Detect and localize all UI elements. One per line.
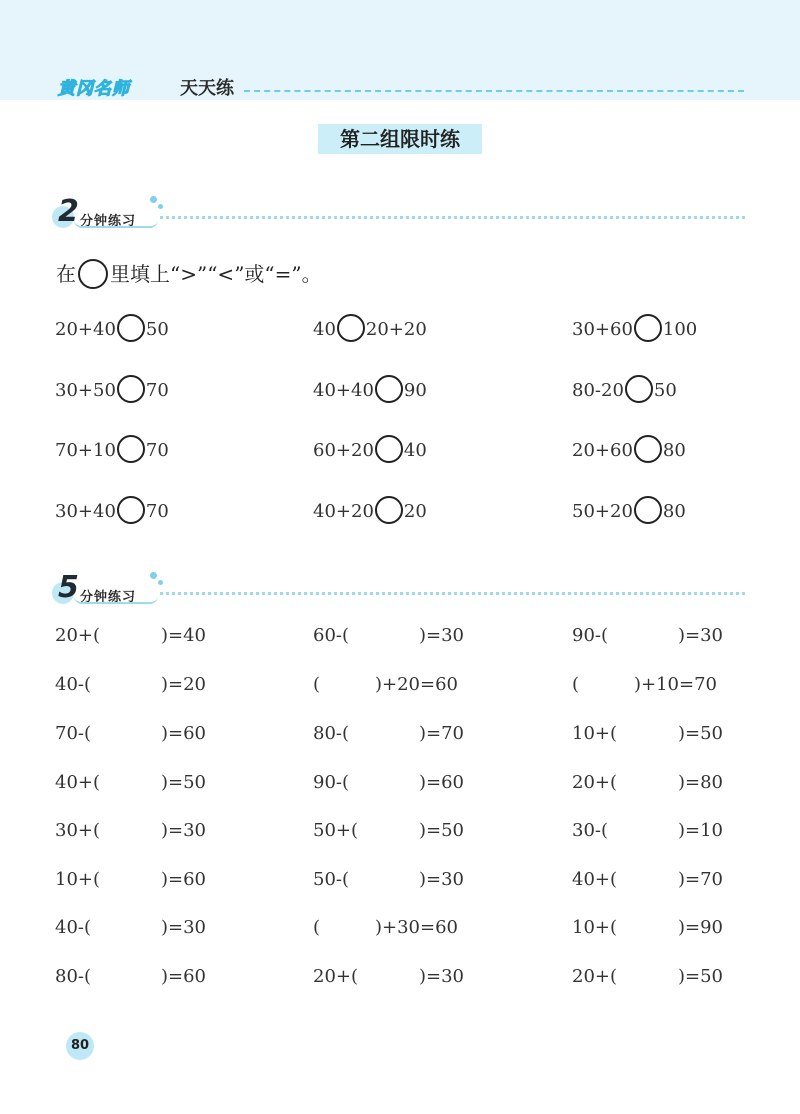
answer-circle[interactable] <box>634 496 662 524</box>
comparison-right: 70 <box>145 501 169 522</box>
blank-problem-pre: 70-( <box>55 723 92 744</box>
comparison-left: 40 <box>313 319 336 340</box>
comparison-right: 50 <box>653 380 677 401</box>
blank-problem-pre: 10+( <box>572 723 618 744</box>
blank-problem-pre: ( <box>313 674 321 695</box>
comparison-problem <box>313 497 427 527</box>
answer-circle[interactable] <box>117 314 145 342</box>
blank-problem-pre: 50+( <box>313 820 359 841</box>
page-number: 80 <box>70 1038 90 1053</box>
blank-problem-pre: ( <box>572 674 580 695</box>
answer-blank[interactable] <box>113 772 161 794</box>
blank-problem-post: )=90 <box>678 917 724 938</box>
answer-blank[interactable] <box>371 772 419 794</box>
answer-blank[interactable] <box>630 869 678 891</box>
comparison-right: 50 <box>145 319 169 340</box>
comparison-right: 70 <box>145 440 169 461</box>
answer-circle-icon <box>78 259 108 289</box>
section-title: 第二组限时练 <box>318 124 482 154</box>
badge-underline-2min <box>74 220 158 228</box>
blank-problem-post: )=40 <box>161 625 207 646</box>
blank-problem-pre: 20+( <box>572 966 618 987</box>
comparison-problem <box>55 376 169 406</box>
comparison-right: 90 <box>403 380 427 401</box>
blank-problem-post: )=50 <box>161 772 207 793</box>
answer-blank[interactable] <box>327 917 375 939</box>
comparison-problem <box>572 497 686 527</box>
blank-problem-pre: 30+( <box>55 820 101 841</box>
blank-problem-pre: 30-( <box>572 820 609 841</box>
instruction <box>56 258 322 291</box>
answer-blank[interactable] <box>113 966 161 988</box>
comparison-left: 50+20 <box>572 501 633 522</box>
comparison-problem <box>572 315 697 345</box>
answer-blank[interactable] <box>371 625 419 647</box>
blank-problem-post: )=50 <box>678 723 724 744</box>
splash-icon <box>158 580 163 585</box>
badge-underline-5min <box>74 596 158 604</box>
comparison-problem <box>313 436 427 466</box>
answer-circle[interactable] <box>634 314 662 342</box>
blank-problem-pre: 10+( <box>572 917 618 938</box>
header-dashed-line <box>244 90 744 92</box>
comparison-left: 30+50 <box>55 380 116 401</box>
blank-problem-post: )=50 <box>419 820 465 841</box>
blank-problem-pre: 90-( <box>313 772 350 793</box>
blank-problem-post: )=30 <box>161 820 207 841</box>
badge-number-2: 2 <box>58 194 79 229</box>
brand-logo: 黄冈名师 <box>58 79 130 99</box>
blank-problem-post: )=20 <box>161 674 207 695</box>
splash-icon <box>150 572 157 579</box>
blank-problem-post: )+30=60 <box>375 917 458 938</box>
answer-circle[interactable] <box>375 435 403 463</box>
badge-label-2min: 分钟练习 <box>80 214 137 229</box>
comparison-right: 80 <box>662 440 686 461</box>
badge-number-5: 5 <box>58 570 79 605</box>
blank-problem-post: )=30 <box>678 625 724 646</box>
splash-icon <box>158 204 163 209</box>
comparison-left: 30+40 <box>55 501 116 522</box>
answer-blank[interactable] <box>630 772 678 794</box>
comparison-left: 40+40 <box>313 380 374 401</box>
blank-problem-post: )+10=70 <box>634 674 717 695</box>
comparison-left: 30+60 <box>572 319 633 340</box>
answer-blank[interactable] <box>371 820 419 842</box>
blank-problem-pre: 60-( <box>313 625 350 646</box>
comparison-problem <box>55 315 169 345</box>
blank-problem-pre: 20+( <box>55 625 101 646</box>
answer-blank[interactable] <box>113 674 161 696</box>
answer-blank[interactable] <box>327 674 375 696</box>
answer-blank[interactable] <box>630 723 678 745</box>
badge-label-5min: 分钟练习 <box>80 590 137 605</box>
answer-circle[interactable] <box>117 375 145 403</box>
blank-problem-pre: 20+( <box>313 966 359 987</box>
dotted-divider-2 <box>160 592 745 595</box>
answer-blank[interactable] <box>630 820 678 842</box>
comparison-problem <box>55 436 169 466</box>
comparison-right: 100 <box>662 319 698 340</box>
blank-problem-post: )=60 <box>419 772 465 793</box>
comparison-left: 70+10 <box>55 440 116 461</box>
blank-problem-post: )=70 <box>678 869 724 890</box>
comparison-right: 80 <box>662 501 686 522</box>
brand-subtitle: 天天练 <box>180 78 234 99</box>
comparison-left: 40+20 <box>313 501 374 522</box>
blank-problem-post: )=60 <box>161 723 207 744</box>
comparison-problem <box>55 497 169 527</box>
blank-problem-pre: 50-( <box>313 869 350 890</box>
answer-blank[interactable] <box>113 917 161 939</box>
blank-problem-pre: 90-( <box>572 625 609 646</box>
dotted-divider-1 <box>160 216 745 219</box>
answer-blank[interactable] <box>113 869 161 891</box>
comparison-left: 60+20 <box>313 440 374 461</box>
comparison-problem <box>572 376 677 406</box>
comparison-problem <box>313 315 427 345</box>
comparison-right: 40 <box>403 440 427 461</box>
comparison-left: 20+40 <box>55 319 116 340</box>
answer-circle[interactable] <box>337 314 365 342</box>
answer-circle[interactable] <box>625 375 653 403</box>
blank-problem-post: )=60 <box>161 966 207 987</box>
blank-problem-pre: 80-( <box>55 966 92 987</box>
answer-blank[interactable] <box>113 723 161 745</box>
instruction-post: 里填上“>”“<”或“=”。 <box>110 262 322 286</box>
blank-problem-post: )=30 <box>419 869 465 890</box>
blank-problem-post: )=70 <box>419 723 465 744</box>
comparison-right: 70 <box>145 380 169 401</box>
answer-blank[interactable] <box>630 625 678 647</box>
answer-circle[interactable] <box>634 435 662 463</box>
blank-problem-pre: 10+( <box>55 869 101 890</box>
answer-circle[interactable] <box>117 435 145 463</box>
answer-blank[interactable] <box>371 869 419 891</box>
comparison-right: 20+20 <box>365 319 427 340</box>
blank-problem-pre: 80-( <box>313 723 350 744</box>
answer-blank[interactable] <box>371 966 419 988</box>
blank-problem-post: )+20=60 <box>375 674 458 695</box>
blank-problem-post: )=80 <box>678 772 724 793</box>
blank-problem-pre: ( <box>313 917 321 938</box>
comparison-left: 20+60 <box>572 440 633 461</box>
answer-circle[interactable] <box>375 496 403 524</box>
answer-blank[interactable] <box>113 625 161 647</box>
answer-circle[interactable] <box>375 375 403 403</box>
blank-problem-post: )=10 <box>678 820 724 841</box>
blank-problem-post: )=30 <box>419 966 465 987</box>
blank-problem-pre: 40-( <box>55 917 92 938</box>
blank-problem-post: )=60 <box>161 869 207 890</box>
answer-blank[interactable] <box>630 966 678 988</box>
answer-blank[interactable] <box>113 820 161 842</box>
comparison-problem <box>313 376 427 406</box>
blank-problem-post: )=30 <box>161 917 207 938</box>
comparison-left: 80-20 <box>572 380 624 401</box>
comparison-right: 20 <box>403 501 427 522</box>
blank-problem-pre: 40-( <box>55 674 92 695</box>
blank-problem-pre: 40+( <box>572 869 618 890</box>
blank-problem-post: )=50 <box>678 966 724 987</box>
comparison-problem <box>572 436 686 466</box>
answer-blank[interactable] <box>371 723 419 745</box>
blank-problem-post: )=30 <box>419 625 465 646</box>
blank-problem-pre: 20+( <box>572 772 618 793</box>
instruction-pre: 在 <box>56 262 76 286</box>
splash-icon <box>150 196 157 203</box>
answer-circle[interactable] <box>117 496 145 524</box>
blank-problem-pre: 40+( <box>55 772 101 793</box>
answer-blank[interactable] <box>630 917 678 939</box>
answer-blank[interactable] <box>586 674 634 696</box>
